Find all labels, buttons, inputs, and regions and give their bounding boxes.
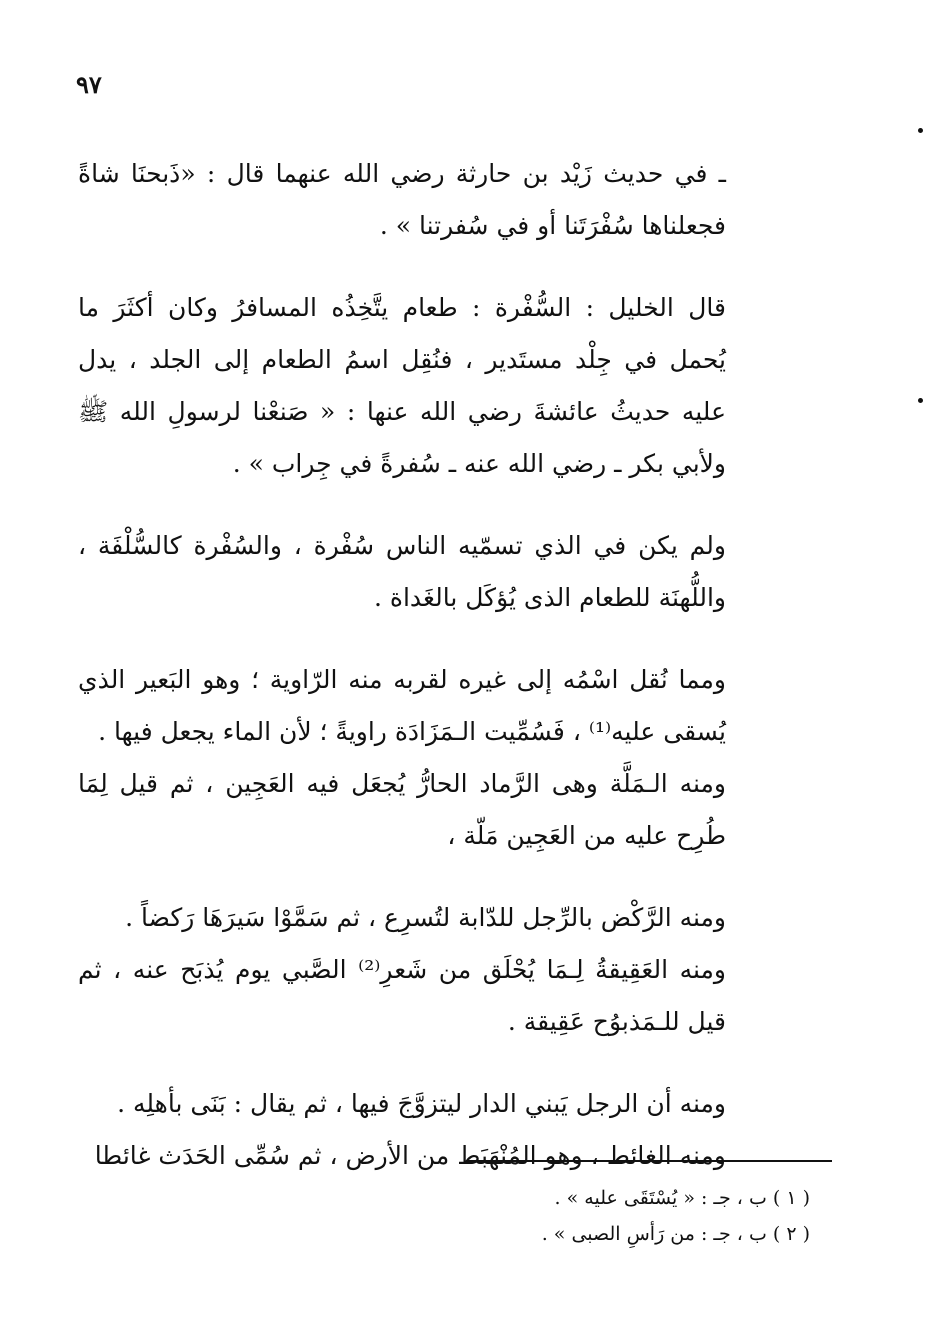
footnotes xyxy=(420,1180,810,1252)
margin-mark xyxy=(918,398,923,403)
paragraph: ولم يكن في الذي تسمّيه الناس سُفْرة ، والسُفْرة كالسُّلْفَة ، واللُّهنَة للطعام الذى يُؤكَل بالغَداة . xyxy=(78,531,726,612)
paragraph: ومنه الـمَلَّة وهى الرَّماد الحارُّ يُجعَل فيه العَجِين ، ثم قيل لِمَا طُرِح عليه من العَجِين مَلّة ، xyxy=(78,769,726,850)
paragraph: ومنه أن الرجل يَبني الدار ليتزوَّجَ فيها ، ثم يقال : بَنَى بأهلِه . xyxy=(117,1089,726,1118)
footnote-divider xyxy=(466,1160,832,1162)
paragraph: ومنه الرَّكْض بالرِّجل للدّابة لتُسرِع ، ثم سَمَّوْا سَيرَهَا رَكضاً . xyxy=(125,903,726,932)
page-number: ٩٧ xyxy=(76,70,102,99)
paragraph: ـ في حديث زَيْد بن حارثة رضي الله عنهما قال : «ذَبحنَا شاةً فجعلناها سُفْرَتَنا أو في سُفرتنا » . xyxy=(78,159,726,240)
margin-mark xyxy=(918,128,923,133)
paragraph: قال الخليل : السُّفْرة : طعام يتَّخِذُه المسافرُ وكان أكثَرَ ما يُحمل في جِلْد مستَدير ، فنُقِل اسمُ الطعام إلى الجلد ، يدل عليه حديثُ عائشةَ رضي الله عنها : « صَنعْنا لرسولِ الله ﷺ ولأبي بكر ـ رضي الله عنه ـ سُفرةً في جِراب » . xyxy=(78,293,726,478)
main-text xyxy=(78,148,726,1182)
paragraph: ومما نُقل اسْمُه إلى غيره لقربه منه الرّاوية ؛ وهو البَعير الذي يُسقى عليه⁽¹⁾ ، فَسُمِّيت الـمَزَادَة راويةً ؛ لأن الماء يجعل فيها . xyxy=(78,665,726,746)
paragraph: ومنه العَقِيقةُ لِـمَا يُحْلَق من شَعرِ⁽²⁾ الصَّبي يوم يُذبَح عنه ، ثم قيل للـمَذبوُح عَقِيقة . xyxy=(78,955,726,1036)
footnote: ( ١ ) ب ، جـ : « يُسْتَقَى عليه » . xyxy=(554,1187,810,1209)
footnote: ( ٢ ) ب ، جـ : من رَأسِ الصبى » . xyxy=(541,1223,810,1245)
paragraph: ومنه الغائط ، وهو المُنْهَبَط من الأرض ، ثم سُمِّى الحَدَث غائطا xyxy=(94,1141,726,1170)
